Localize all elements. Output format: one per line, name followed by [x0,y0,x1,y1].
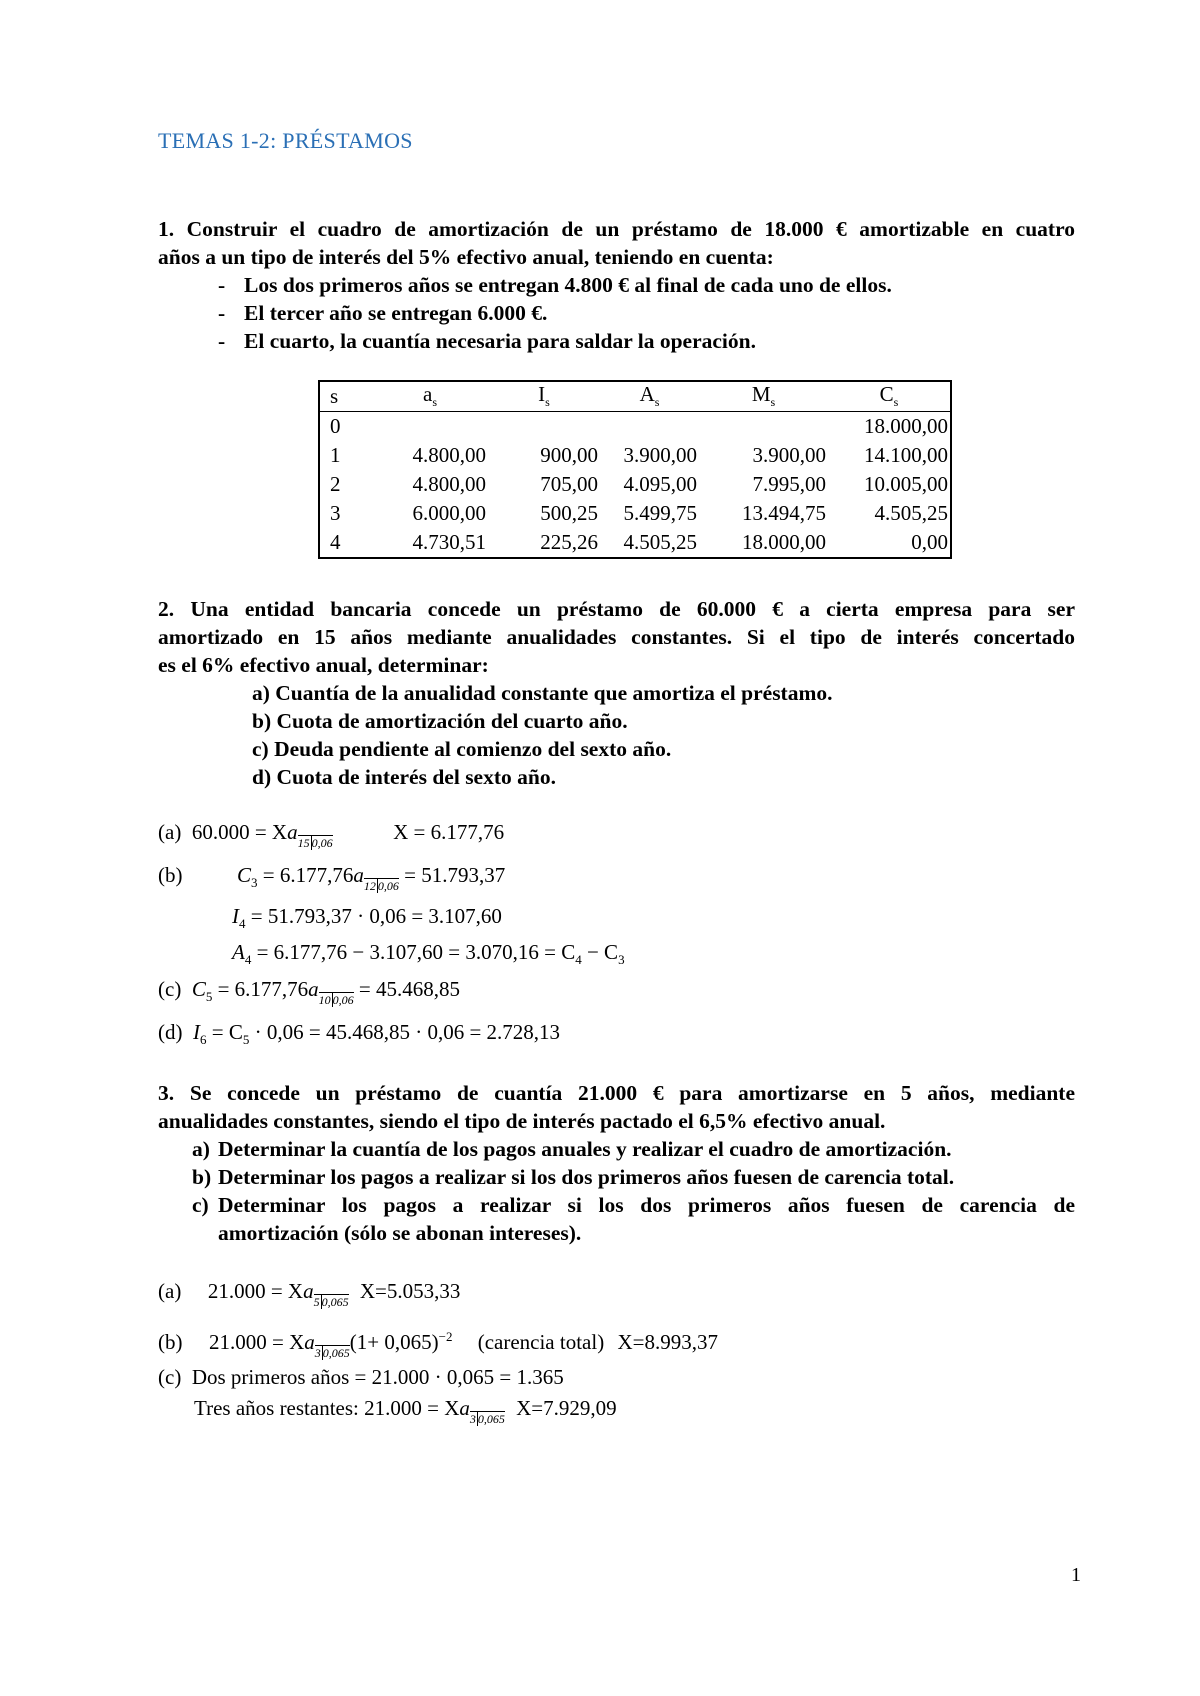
table-cell: 4.095,00 [623,472,697,496]
solution-3a: (a) $21.000 = Xa_{5 0,065}$ X=5.053,33 [158,1279,461,1309]
problem-2-number: 2. [158,597,175,621]
dash-bullet: - [218,329,226,353]
table-row [319,412,951,442]
table-cell: 0 [330,414,341,438]
problem-3-line-1 [158,1079,1075,1107]
problem-1-number: 1. [158,217,175,241]
dash-bullet: - [218,301,226,325]
page-number: 1 [1071,1564,1081,1586]
solution-3c-2: Tres años restantes: $21.000 = Xa_{3 0,065}$ X=7.929,09 [194,1396,617,1426]
table-cell: 3 [330,501,341,525]
problem-1-item-text: Los dos primeros años se entregan 4.800 € al final de cada uno de ellos. [244,273,892,297]
solution-2d: (d) $I_6 = C_5 \cdot 0,06 = 45.468,85 \cdot 0,06 = 2.728,13$ [158,1020,561,1048]
problem-3-item-b: b) Determinar los pagos a realizar si los dos primeros años fuesen de carencia total. [192,1165,955,1189]
table-cell [372,412,488,442]
table-cell [699,412,828,442]
solution-2b-3: $A_4 = 6.177,76 - 3.107,60 = 3.070,16 = C_4 - C_3$ [232,940,625,968]
problem-1-item [218,299,547,327]
problem-2-items [252,679,833,791]
header-s: s [319,381,372,412]
problem-3-item-a: a) Determinar la cuantía de los pagos anuales y realizar el cuadro de amortización. [192,1137,952,1161]
problem-2-line-1 [158,595,1075,623]
table-row [319,528,951,558]
problem-3-number: 3. [158,1081,175,1105]
solution-2a: (a) $60.000 = Xa_{15 0,06}$ X = 6.177,76 [158,820,505,850]
table-cell: 3.900,00 [752,443,826,467]
header-as-capital: $A_s$ [600,381,699,412]
problem-2-item-d: d) Cuota de interés del sexto año. [252,765,556,789]
page-title: TEMAS 1-2: PRÉSTAMOS [158,128,413,153]
table-cell: 4.730,51 [412,530,486,554]
table-cell: 4.505,25 [623,530,697,554]
solution-3c-1: (c) Dos primeros años = 21.000 · 0,065 = 1.365 [158,1365,564,1389]
problem-1-item [218,327,756,355]
table-cell: 6.000,00 [412,501,486,525]
table-cell: 500,25 [540,501,598,525]
problem-2-line-3: es el 6% efectivo anual, determinar: [158,653,489,677]
table-row [319,441,951,470]
table-row [319,470,951,499]
problem-1-line-1 [158,215,1075,243]
problem-3-text-1: Se concede un préstamo de cuantía 21.000 € para amortizarse en 5 años, mediante [189,1081,1075,1105]
table-cell [488,412,600,442]
table-cell: 18.000,00 [742,530,826,554]
table-cell: 1 [330,443,341,467]
table-cell: 5.499,75 [623,501,697,525]
table-cell: 0,00 [911,530,948,554]
solution-2b-2: $I_4 = 51.793,37 \cdot 0,06 = 3.107,60$ [232,904,502,932]
table-cell: 10.005,00 [864,472,948,496]
header-is: $I_s$ [488,381,600,412]
table-cell: 18.000,00 [864,414,948,438]
table-row [319,499,951,528]
problem-2-item-c: c) Deuda pendiente al comienzo del sexto año. [252,737,672,761]
problem-3-line-2: anualidades constantes, siendo el tipo de interés pactado el 6,5% efectivo anual. [158,1109,886,1133]
table-cell: 4 [330,530,341,554]
table-cell: 13.494,75 [742,501,826,525]
solution-2c: (c) $C_5 = 6.177,76a_{10 0,06} = 45.468,85$ [158,977,461,1007]
table-header-row [319,381,951,412]
header-ms: $M_s$ [699,381,828,412]
table-cell: 225,26 [540,530,598,554]
problem-1-item-text: El tercer año se entregan 6.000 €. [244,301,548,325]
solution-3b: (b) $21.000 = Xa_{3 0,065}(1+ 0,065)^{-2}$ (carencia total) X=8.993,37 [158,1329,718,1360]
problem-3-item-c-cont: amortización (sólo se abonan intereses). [218,1221,582,1245]
solution-2b-1: (b) $C_3 = 6.177,76a_{12 0,06} = 51.793,37$ [158,863,506,893]
problem-1-item [218,271,892,299]
table-cell: 705,00 [540,472,598,496]
problem-2-line-2: amortizado en 15 años mediante anualidades constantes. Si el tipo de interés concertado [158,625,1075,649]
table-cell: 7.995,00 [752,472,826,496]
table-cell [600,412,699,442]
table-cell: 4.505,25 [874,501,948,525]
problem-1-item-text: El cuarto, la cuantía necesaria para saldar la operación. [244,329,756,353]
problem-2-item-b: b) Cuota de amortización del cuarto año. [252,709,628,733]
header-as: $a_s$ [372,381,488,412]
table-cell: 4.800,00 [412,443,486,467]
problem-1-text-1: Construir el cuadro de amortización de un préstamo de 18.000 € amortizable en cuatro [186,217,1075,241]
problem-2-item-a: a) Cuantía de la anualidad constante que amortiza el préstamo. [252,681,833,705]
amortization-table [318,380,952,559]
table-cell: 900,00 [540,443,598,467]
dash-bullet: - [218,273,226,297]
problem-1-line-2: años a un tipo de interés del 5% efectivo anual, teniendo en cuenta: [158,245,774,269]
table-cell: 2 [330,472,341,496]
problem-2-text-1: Una entidad bancaria concede un préstamo de 60.000 € a cierta empresa para ser [190,597,1076,621]
problem-3-item-c: c) Determinar los pagos a realizar si los dos primeros años fuesen de carencia de [192,1193,1075,1217]
table-cell: 14.100,00 [864,443,948,467]
table-cell: 4.800,00 [412,472,486,496]
table-cell: 3.900,00 [623,443,697,467]
header-cs: $C_s$ [828,381,951,412]
